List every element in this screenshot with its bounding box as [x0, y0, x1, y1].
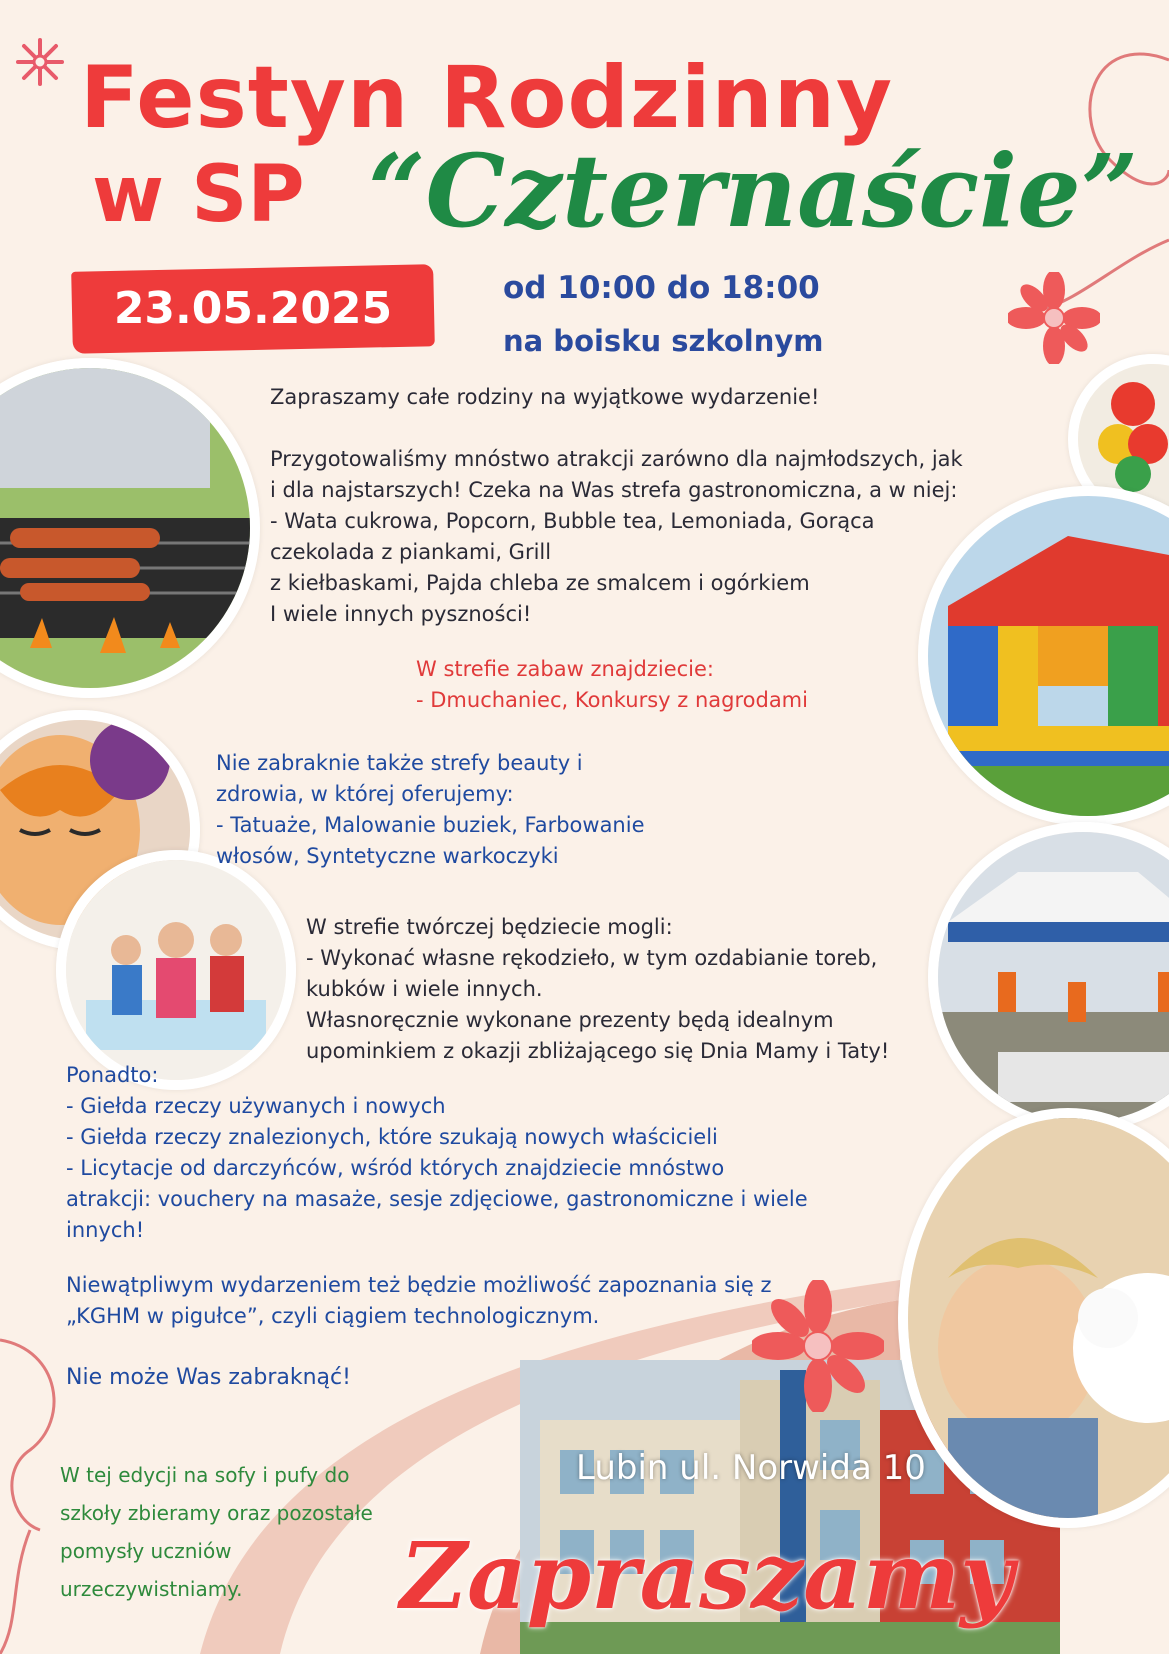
- kghm-text: Niewątpliwym wydarzeniem też będzie możliwość zapoznania się z „KGHM w pigułce”, czyli ciągiem technologicznym.: [66, 1273, 772, 1328]
- intro-invite: Zapraszamy całe rodziny na wyjątkowe wydarzenie!: [270, 385, 820, 409]
- flower-icon: [14, 36, 66, 88]
- title-school-prefix: w SP: [92, 150, 305, 240]
- event-place: na boisku szkolnym: [503, 324, 824, 358]
- gastro-zone-text: Przygotowaliśmy mnóstwo atrakcji zarówno dla najmłodszych, jak i dla najstarszych! Czeka na Was strefa gastronomiczna, a w niej: - Wata cukrowa, Popcorn, Bubble tea, Lemoniada, Gorąca czekolada z piankami, Grill z kiełbaskami, Pajda chleba ze smalcem i ogórkiem I wiele innych pyszności!: [270, 447, 963, 626]
- creative-zone-text: W strefie twórczej będziecie mogli: - Wykonać własne rękodzieło, w tym ozdabianie toreb, kubków i wiele innych. Własnoręcznie wykonane prezenty będą idealnym upominkiem z okazji zbliżającego się Dnia Mamy i Taty!: [306, 915, 890, 1063]
- title-school-name: “Czternaście”: [368, 132, 1139, 250]
- footer-invitation: Zapraszamy: [400, 1522, 1014, 1630]
- beauty-zone-text: Nie zabraknie także strefy beauty i zdrowia, w której oferujemy: - Tatuaże, Malowanie buziek, Farbowanie włosów, Syntetyczne warkoczyki: [216, 751, 645, 868]
- extra-attractions-list: Ponadto: - Giełda rzeczy używanych i nowych - Giełda rzeczy znalezionych, które szukają nowych właścicieli - Licytacje od darczyńców, wśród których znajdziecie mnóstwo atrakcji: vouchery na masaże, sesje zdjęciowe, gastronomiczne i wiele innych!: [66, 1063, 808, 1242]
- event-time: od 10:00 do 18:00: [503, 270, 820, 306]
- page-title: Festyn Rodzinny: [80, 48, 894, 148]
- closing-text: Nie może Was zabraknąć!: [66, 1365, 351, 1390]
- fundraising-text: W tej edycji na sofy i pufy do szkoły zbieramy oraz pozostałe pomysły uczniów urzeczywistniamy.: [60, 1463, 373, 1601]
- event-date: 23.05.2025: [113, 283, 393, 334]
- play-zone-text: W strefie zabaw znajdziecie: - Dmuchaniec, Konkursy z nagrodami: [416, 657, 808, 712]
- flower-icon: [1008, 272, 1100, 364]
- flower-icon: [752, 1280, 884, 1412]
- crafts-photo: [56, 850, 296, 1090]
- event-address: Lubin ul. Norwida 10: [576, 1448, 926, 1488]
